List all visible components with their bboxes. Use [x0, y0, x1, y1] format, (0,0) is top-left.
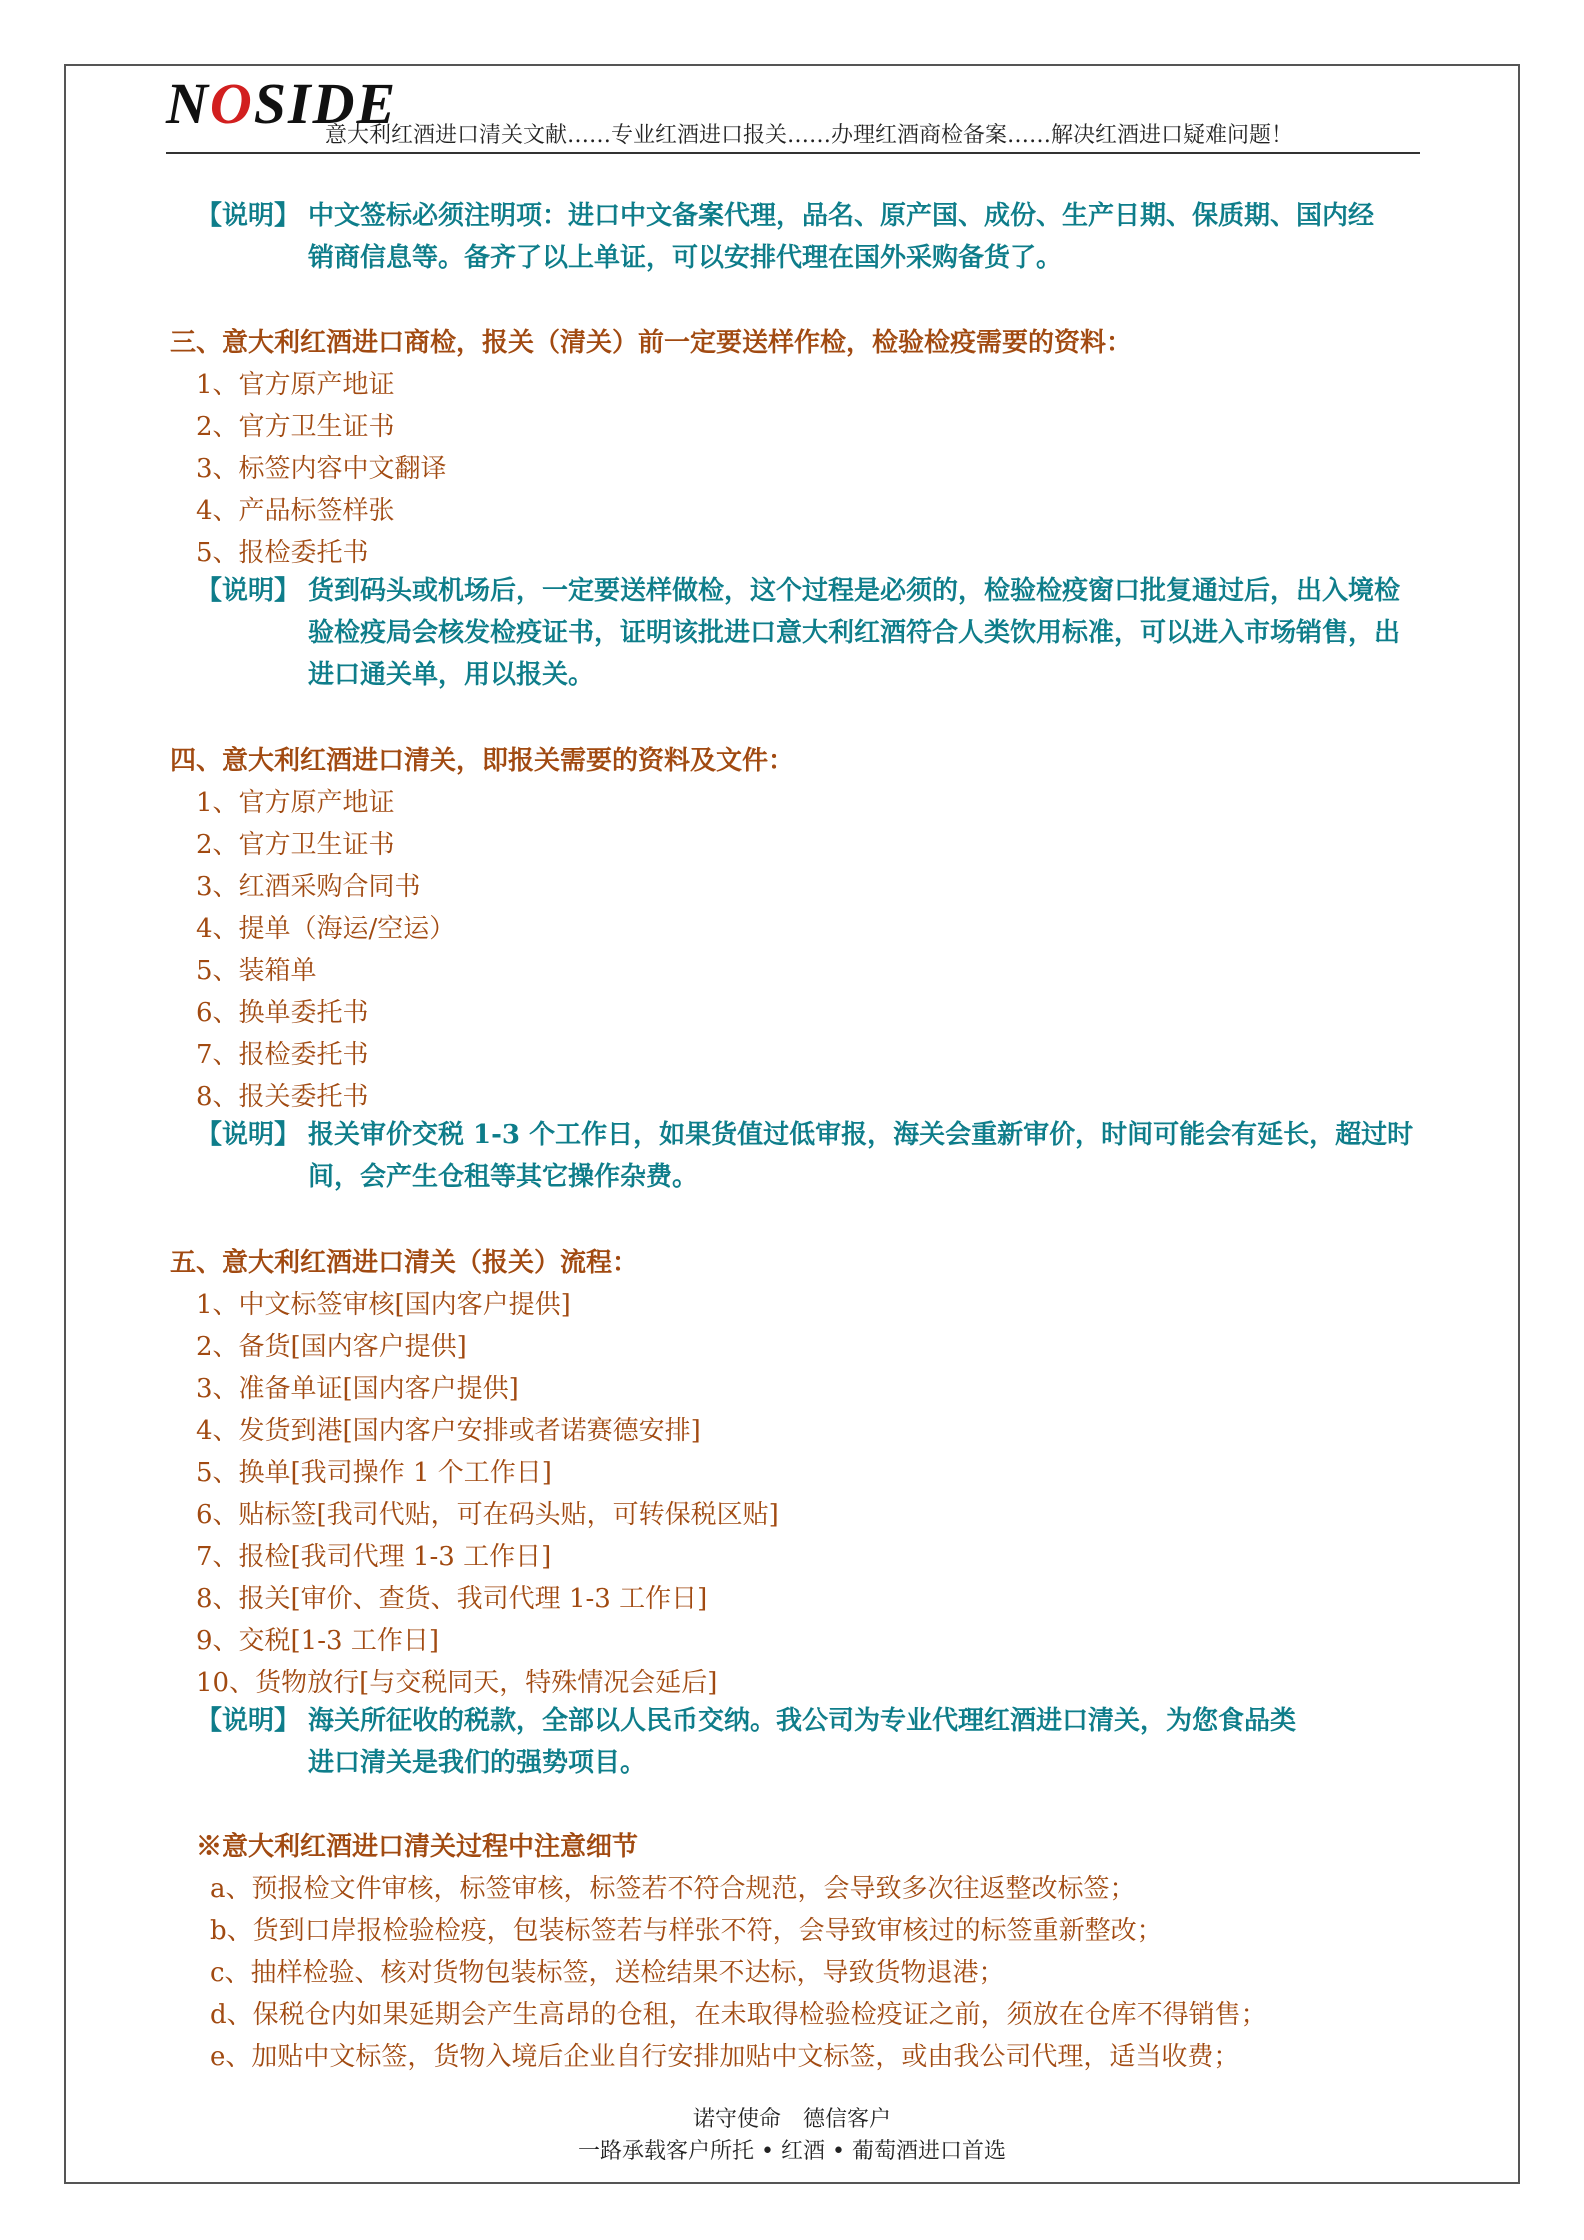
section-4-item: 3、红酒采购合同书	[196, 872, 421, 902]
section-5-item: 4、发货到港[国内客户安排或者诺赛德安排]	[196, 1416, 701, 1446]
section-5-item: 1、中文标签审核[国内客户提供]	[196, 1290, 571, 1320]
section-5-item: 5、换单[我司操作 1 个工作日]	[196, 1458, 552, 1488]
section-3-heading: 三、意大利红酒进口商检，报关（清关）前一定要送样作检，检验检疫需要的资料：	[170, 328, 1133, 358]
section-4-item: 4、提单（海运/空运）	[196, 914, 456, 944]
logo-suffix: SIDE	[253, 71, 398, 136]
section-5-item: 10、货物放行[与交税同天，特殊情况会延后]	[196, 1668, 718, 1698]
footer-motto: 诺守使命 德信客户	[692, 2107, 891, 2132]
section-4-item: 5、装箱单	[196, 956, 317, 986]
details-item: a、预报检文件审核，标签审核，标签若不符合规范，会导致多次往返整改标签；	[210, 1874, 1136, 1904]
note-text: 海关所征收的税款，全部以人民币交纳。我公司为专业代理红酒进口清关，为您食品类进口清关是我们的强势项目。	[308, 1706, 1297, 1778]
note-text: 中文签标必须注明项：进口中文备案代理，品名、原产国、成份、生产日期、保质期、国内经销商信息等。备齐了以上单证，可以安排代理在国外采购备货了。	[308, 201, 1375, 273]
note-text: 报关审价交税 1-3 个工作日，如果货值过低审报，海关会重新审价，时间可能会有延长，超过时间，会产生仓租等其它操作杂费。	[308, 1120, 1414, 1192]
section-3-item: 5、报检委托书	[196, 538, 369, 568]
note-tag: 【说明】	[196, 1120, 301, 1150]
section-3-item: 4、产品标签样张	[196, 496, 395, 526]
section-5-item: 6、贴标签[我司代贴，可在码头贴，可转保税区贴]	[196, 1500, 779, 1530]
header-divider	[166, 152, 1420, 154]
section-4-item: 8、报关委托书	[196, 1082, 369, 1112]
details-item: c、抽样检验、核对货物包装标签，送检结果不达标，导致货物退港；	[210, 1958, 1005, 1988]
section-4-item: 2、官方卫生证书	[196, 830, 395, 860]
section-3-item: 1、官方原产地证	[196, 370, 395, 400]
section-4-heading: 四、意大利红酒进口清关，即报关需要的资料及文件：	[170, 746, 795, 776]
details-item: b、货到口岸报检验检疫，包装标签若与样张不符，会导致审核过的标签重新整改；	[210, 1916, 1163, 1946]
section-5-item: 9、交税[1-3 工作日]	[196, 1626, 439, 1656]
section-4-item: 6、换单委托书	[196, 998, 369, 1028]
section-5-item: 8、报关[审价、查货、我司代理 1-3 工作日]	[196, 1584, 708, 1614]
section-3-item: 3、标签内容中文翻译	[196, 454, 447, 484]
note-text: 货到码头或机场后，一定要送样做检，这个过程是必须的，检验检疫窗口批复通过后，出入境检验检疫局会核发检疫证书，证明该批进口意大利红酒符合人类饮用标准，可以进入市场销售，出进口通关单，用以报关。	[308, 576, 1401, 690]
logo-prefix: N	[166, 71, 210, 136]
details-item: d、保税仓内如果延期会产生高昂的仓租，在未取得检验检疫证之前，须放在仓库不得销售；	[210, 2000, 1267, 2030]
details-heading: ※意大利红酒进口清关过程中注意细节	[196, 1832, 639, 1862]
section-5-item: 3、准备单证[国内客户提供]	[196, 1374, 519, 1404]
section-4-item: 1、官方原产地证	[196, 788, 395, 818]
header-tagline: 意大利红酒进口清关文献……专业红酒进口报关……办理红酒商检备案……解决红酒进口疑难问题！	[325, 123, 1294, 148]
footer-slogan: 一路承载客户所托 • 红酒 • 葡萄酒进口首选	[578, 2139, 1006, 2164]
section-3-item: 2、官方卫生证书	[196, 412, 395, 442]
details-item: e、加贴中文标签，货物入境后企业自行安排加贴中文标签，或由我公司代理，适当收费；	[210, 2042, 1240, 2072]
note-tag: 【说明】	[196, 576, 301, 606]
section-5-heading: 五、意大利红酒进口清关（报关）流程：	[170, 1248, 639, 1278]
logo-red-o: O	[209, 71, 254, 136]
section-5-item: 2、备货[国内客户提供]	[196, 1332, 467, 1362]
note-tag: 【说明】	[196, 1706, 301, 1736]
section-5-item: 7、报检[我司代理 1-3 工作日]	[196, 1542, 552, 1572]
section-4-item: 7、报检委托书	[196, 1040, 369, 1070]
note-tag: 【说明】	[196, 201, 301, 231]
